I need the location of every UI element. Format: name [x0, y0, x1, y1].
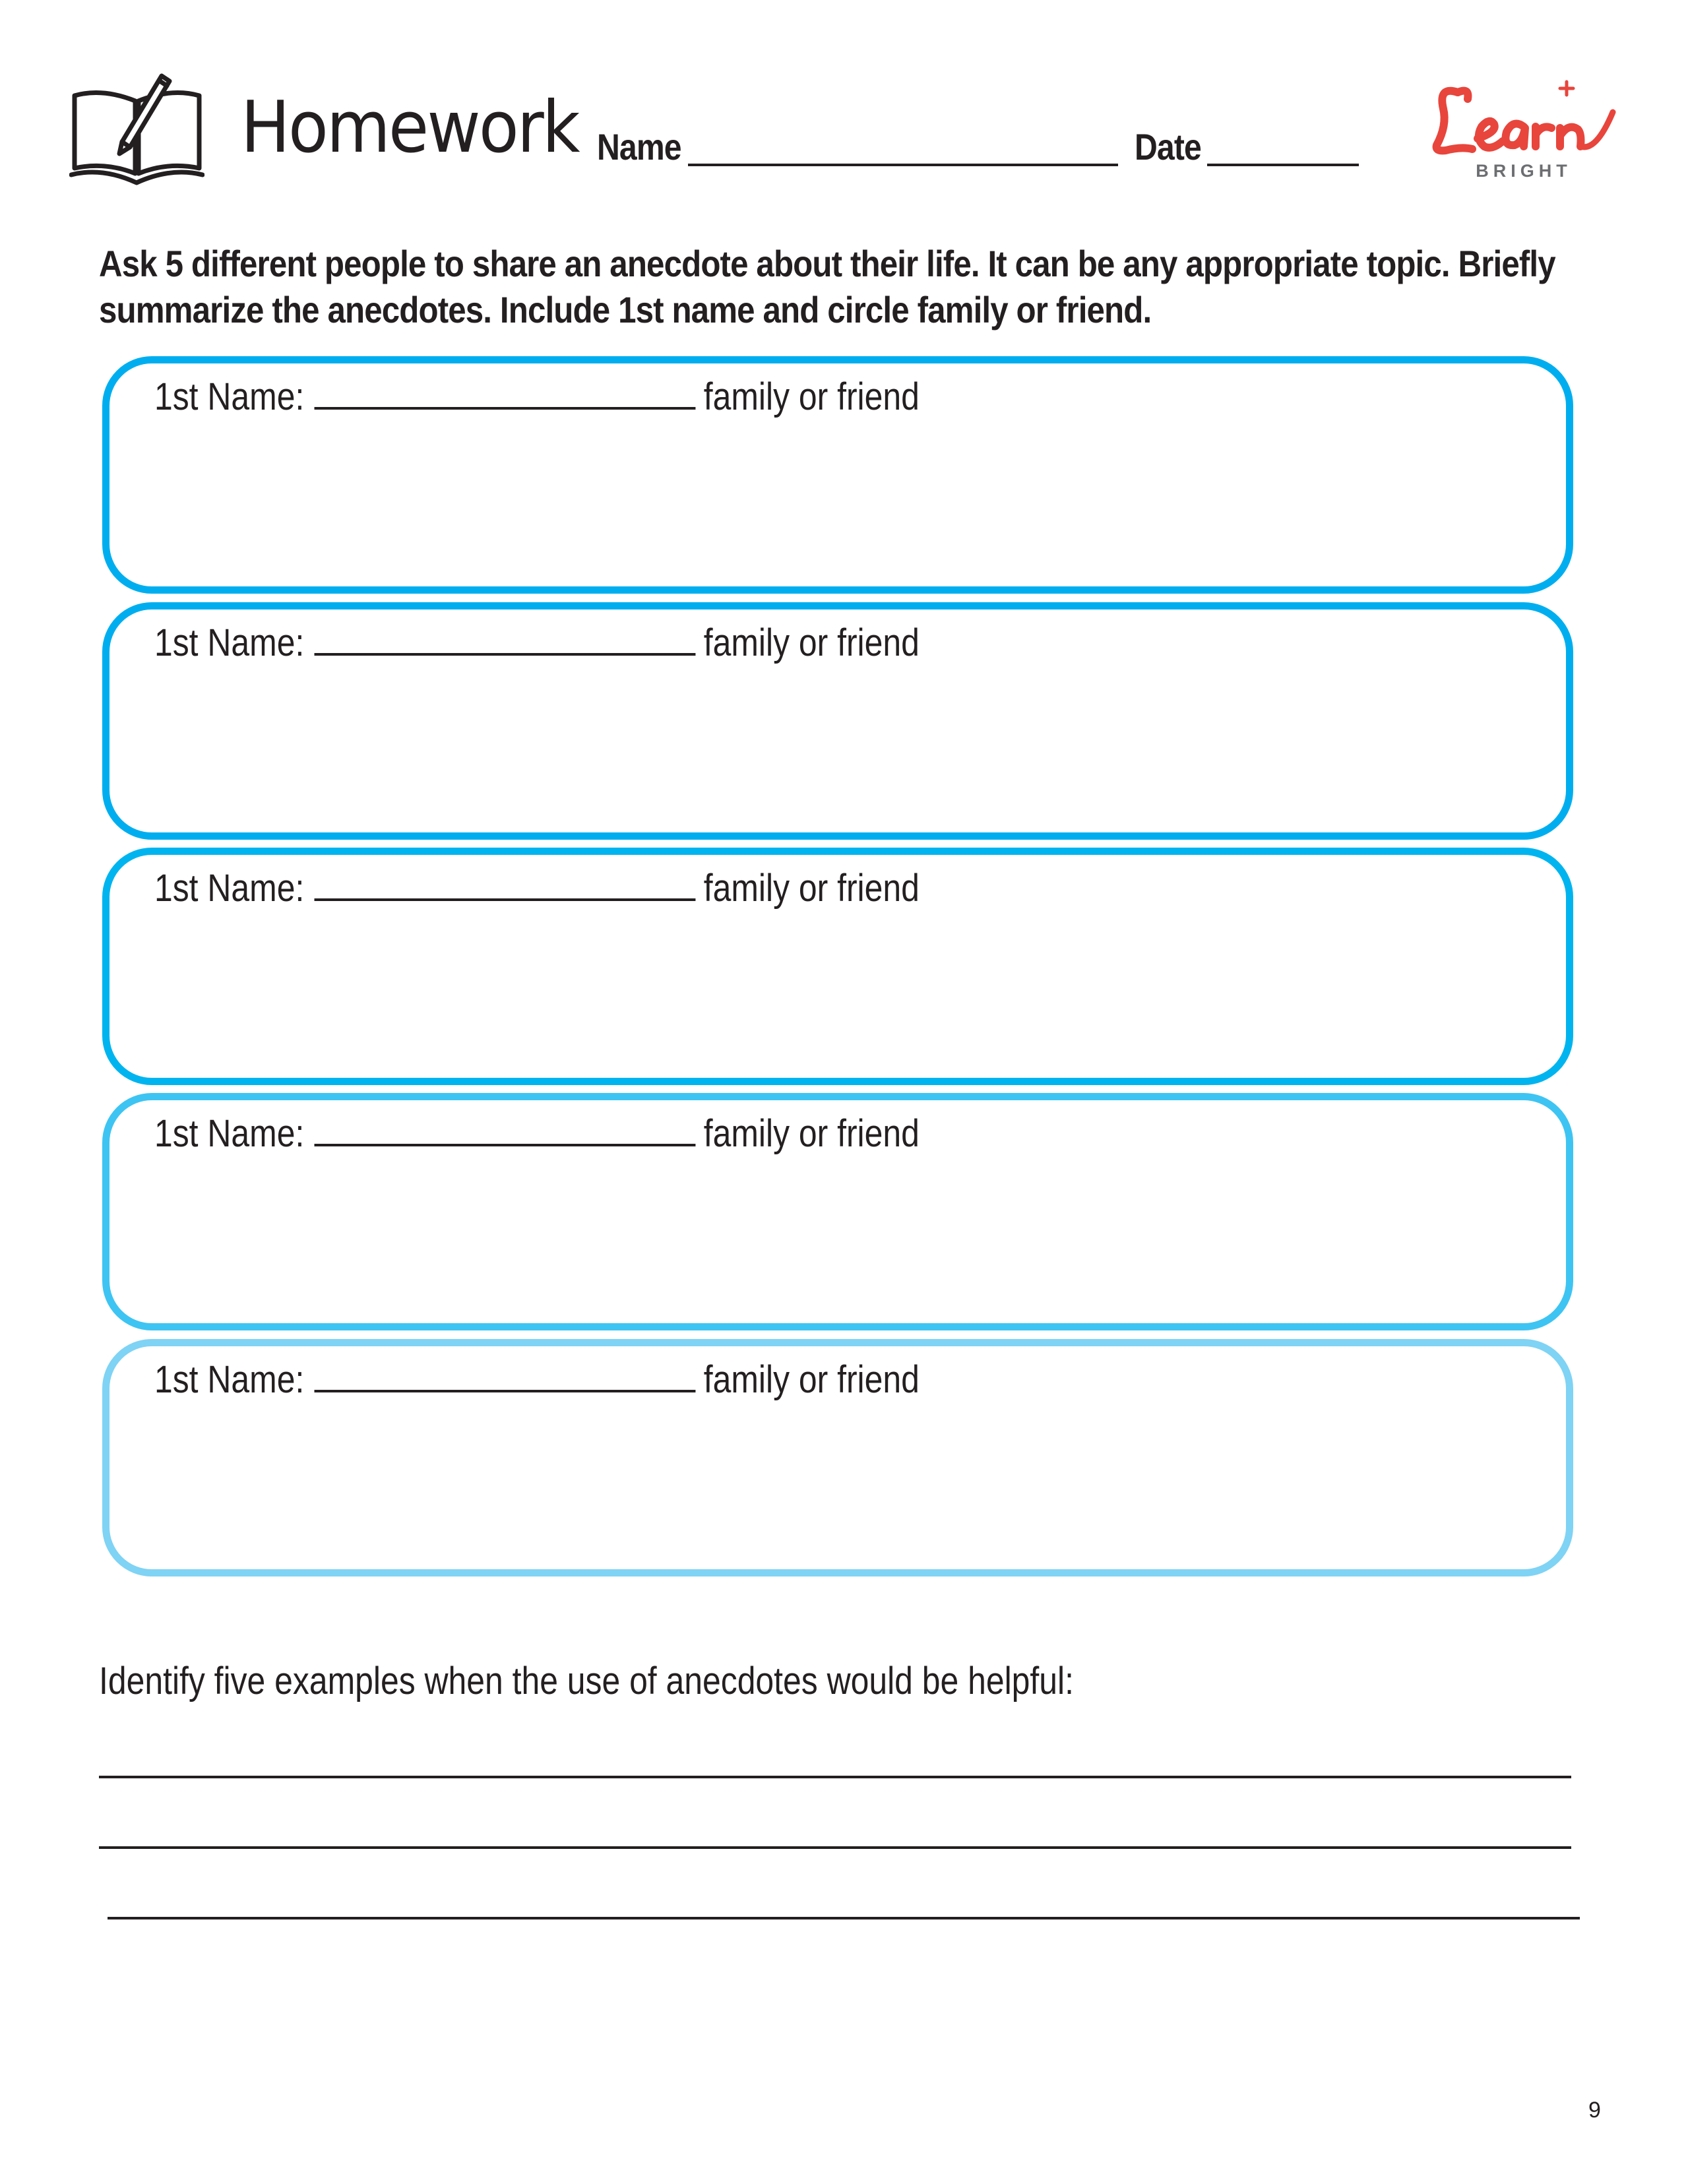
family-or-friend-choice[interactable]: family or friend	[703, 867, 920, 910]
first-name-label: 1st Name:	[154, 1358, 305, 1401]
answer-line[interactable]	[108, 1917, 1580, 1919]
first-name-label: 1st Name:	[154, 621, 305, 664]
anecdote-box[interactable]	[102, 1339, 1573, 1576]
first-name-label: 1st Name:	[154, 867, 305, 910]
logo-sub-text: BRIGHT	[1476, 161, 1572, 181]
first-name-blank[interactable]	[315, 896, 696, 901]
date-label: Date	[1135, 126, 1201, 168]
family-or-friend-choice[interactable]: family or friend	[703, 1358, 920, 1401]
page-title: Homework	[241, 86, 578, 169]
examples-prompt: Identify five examples when the use of anecdotes would be helpful:	[99, 1660, 1074, 1702]
first-name-blank[interactable]	[315, 650, 696, 656]
first-name-label: 1st Name:	[154, 1112, 305, 1155]
instructions-text: Ask 5 different people to share an anecdote about their life. It can be any appropriate topic. Briefly summarize the anecdotes. Include 1st name and circle family or friend.	[99, 243, 1555, 330]
name-field[interactable]	[688, 164, 1118, 166]
learn-bright-logo	[1431, 73, 1623, 181]
anecdote-box[interactable]	[102, 356, 1573, 594]
first-name-blank[interactable]	[315, 1387, 696, 1392]
family-or-friend-choice[interactable]: family or friend	[703, 621, 920, 664]
anecdote-box[interactable]	[102, 848, 1573, 1085]
page-number: 9	[1588, 2098, 1601, 2123]
answer-line[interactable]	[99, 1776, 1571, 1778]
name-label: Name	[597, 126, 681, 168]
answer-line[interactable]	[99, 1846, 1571, 1849]
anecdote-box[interactable]	[102, 602, 1573, 840]
family-or-friend-choice[interactable]: family or friend	[703, 1112, 920, 1155]
open-book-pencil-icon	[69, 63, 204, 188]
first-name-label: 1st Name:	[154, 375, 305, 418]
date-field[interactable]	[1207, 164, 1359, 166]
first-name-blank[interactable]	[315, 404, 696, 410]
anecdote-box[interactable]	[102, 1093, 1573, 1330]
family-or-friend-choice[interactable]: family or friend	[703, 375, 920, 418]
first-name-blank[interactable]	[315, 1141, 696, 1146]
